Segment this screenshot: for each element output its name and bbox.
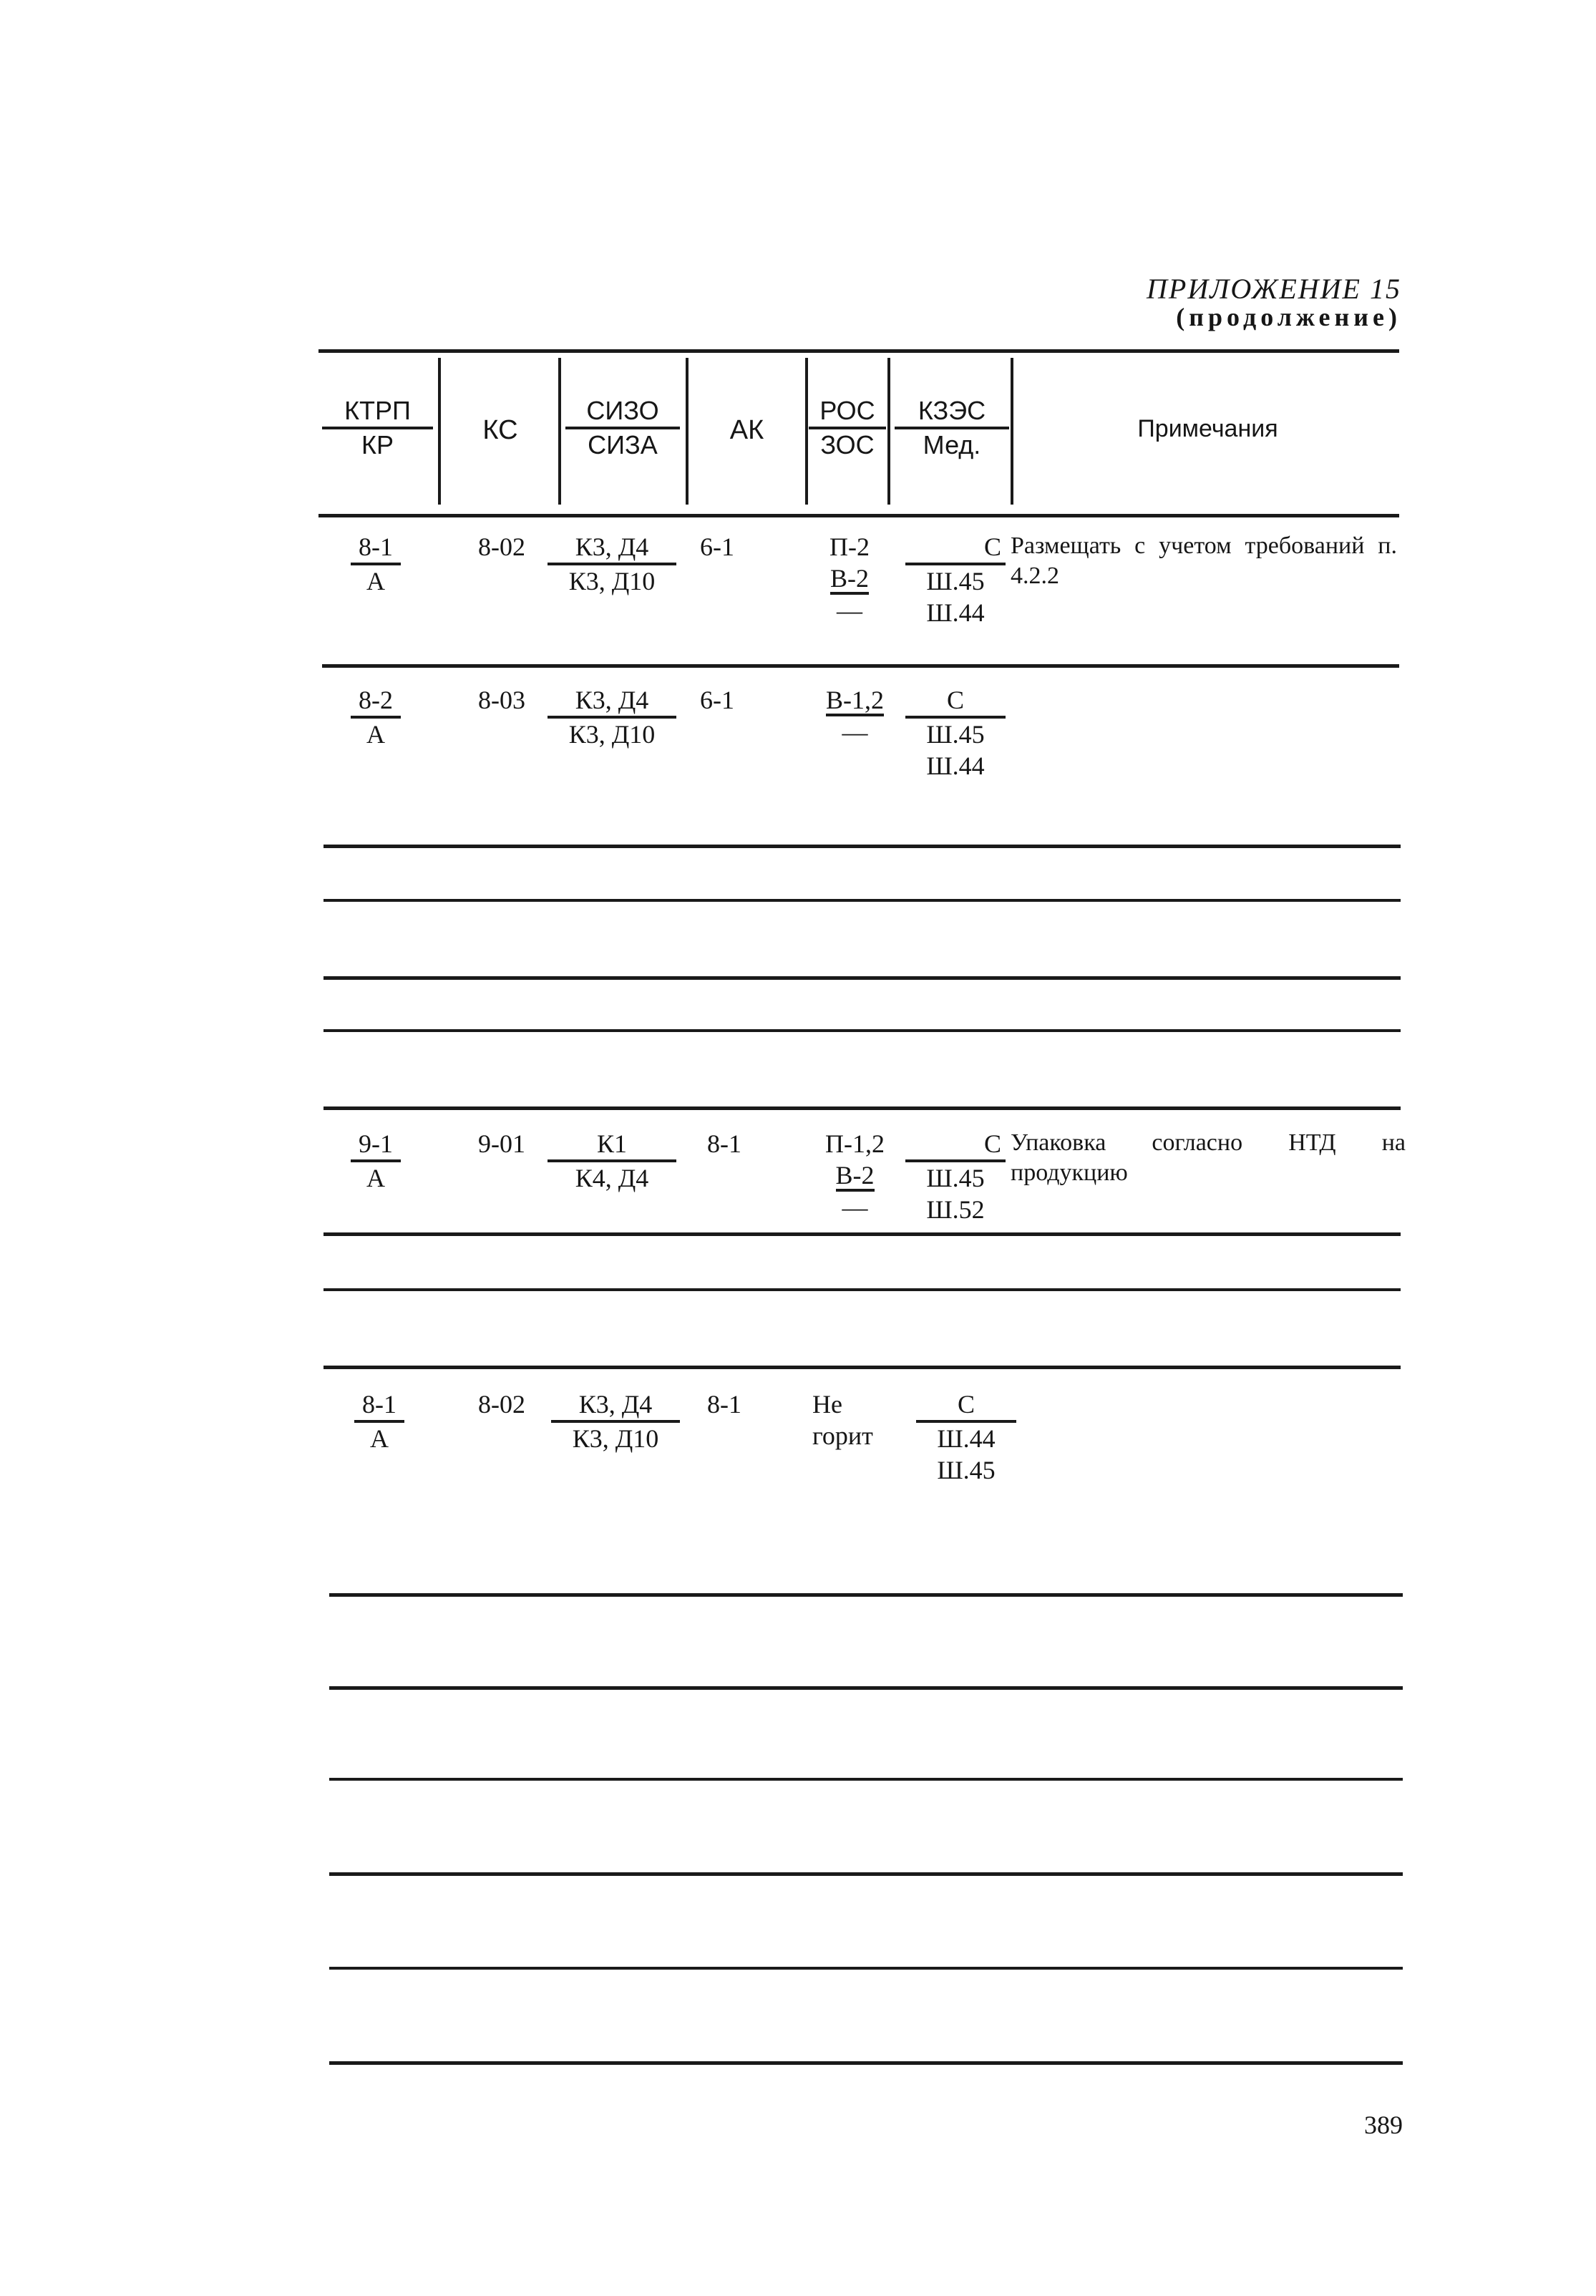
row1-ks: 8-02 <box>478 532 525 561</box>
row2-ks: 8-03 <box>478 686 525 714</box>
row3-siza: К4, Д4 <box>575 1164 649 1192</box>
empty-rule <box>323 976 1401 980</box>
row1-siza: К3, Д10 <box>568 567 656 595</box>
header-col-divider <box>558 358 561 505</box>
table-bottom-rule <box>329 2061 1403 2065</box>
row4-siza: К3, Д10 <box>572 1424 659 1453</box>
header-col-divider <box>887 358 890 505</box>
row3-kzes-med <box>905 1128 1006 1225</box>
row1-med1: Ш.45 <box>926 567 985 595</box>
row4-kzes: С <box>916 1388 1016 1423</box>
row1-zos: — <box>837 596 862 625</box>
row4-med2: Ш.45 <box>937 1456 996 1484</box>
header-ktrp: КТРП <box>322 395 433 429</box>
row4-ros <box>812 1388 898 1451</box>
empty-rule <box>329 1593 1403 1597</box>
header-zos: ЗОС <box>820 430 875 459</box>
row3-sizo: К1 <box>548 1128 676 1162</box>
row3-ros1: П-1,2 <box>825 1129 885 1158</box>
header-siza: СИЗА <box>588 430 658 459</box>
row1-ktrp-kr <box>351 531 401 597</box>
row3-kzes: С <box>905 1128 1006 1162</box>
empty-rule <box>329 1778 1403 1781</box>
row2-ros <box>810 684 900 748</box>
row1-ros <box>810 531 889 626</box>
row4-sizo-siza <box>551 1388 680 1454</box>
row3-kr: А <box>366 1164 385 1192</box>
empty-rule <box>323 1106 1401 1110</box>
row2-kzes-med <box>905 684 1006 782</box>
header-bottom-rule <box>318 514 1399 517</box>
row1-note: Размещать с учетом требований п. 4.2.2 <box>1011 532 1397 589</box>
page-number: 389 <box>1364 2111 1403 2139</box>
empty-rule <box>323 1029 1401 1032</box>
row2-kzes: С <box>905 684 1006 719</box>
header-col-divider <box>1011 358 1013 505</box>
row1-kzes-med <box>905 531 1006 628</box>
empty-rule <box>329 1872 1403 1876</box>
empty-rule <box>329 1967 1403 1970</box>
header-med: Мед. <box>923 430 981 459</box>
header-ros-zos <box>809 395 886 461</box>
row3-ros <box>810 1128 900 1223</box>
row2-ktrp-kr <box>351 684 401 750</box>
row1-ros1: П-2 <box>829 532 870 561</box>
row2-med1: Ш.45 <box>926 720 985 749</box>
row3-ktrp: 9-1 <box>351 1128 401 1162</box>
row1-ros2: В-2 <box>830 565 869 595</box>
row1-kzes: С <box>905 531 1006 565</box>
row3-ros2: В-2 <box>836 1162 875 1192</box>
row4-ros2: горит <box>812 1421 873 1450</box>
row-separator <box>323 1232 1401 1236</box>
row4-sizo: К3, Д4 <box>551 1388 680 1423</box>
row2-sizo: К3, Д4 <box>548 684 676 719</box>
header-kzes: КЗЭС <box>895 395 1009 429</box>
header-ktrp-kr <box>322 395 433 461</box>
empty-rule <box>329 1686 1403 1690</box>
row1-ak: 6-1 <box>700 532 734 561</box>
header-ak: АК <box>729 415 764 445</box>
row2-siza: К3, Д10 <box>568 720 656 749</box>
header-notes: Примечания <box>1137 415 1278 442</box>
row3-med1: Ш.45 <box>926 1164 985 1192</box>
row2-ak: 6-1 <box>700 686 734 714</box>
row4-ktrp: 8-1 <box>354 1388 404 1423</box>
row2-ktrp: 8-2 <box>351 684 401 719</box>
row4-ak: 8-1 <box>707 1390 741 1419</box>
empty-rule <box>323 899 1401 902</box>
row3-ktrp-kr <box>351 1128 401 1194</box>
table-top-rule <box>318 349 1399 353</box>
row1-med2: Ш.44 <box>926 598 985 627</box>
row4-ks: 8-02 <box>478 1390 525 1419</box>
header-sizo: СИЗО <box>565 395 680 429</box>
row3-note: Упаковка согласно НТД на продукцию <box>1011 1129 1406 1186</box>
header-col-divider <box>438 358 441 505</box>
header-col-divider <box>686 358 688 505</box>
row4-kzes-med <box>916 1388 1016 1486</box>
row1-ktrp: 8-1 <box>351 531 401 565</box>
row2-ros1: В-1,2 <box>826 686 884 716</box>
header-col-divider <box>805 358 808 505</box>
row2-kr: А <box>366 720 385 749</box>
appendix-title: ПРИЛОЖЕНИЕ 15 <box>1147 273 1401 305</box>
row3-med2: Ш.52 <box>926 1195 985 1224</box>
row3-zos: — <box>842 1193 868 1222</box>
header-ks: КС <box>482 415 518 445</box>
row3-ks: 9-01 <box>478 1129 525 1158</box>
header-kr: КР <box>361 430 394 459</box>
row1-sizo-siza <box>548 531 676 597</box>
row2-zos: — <box>842 718 868 746</box>
row2-med2: Ш.44 <box>926 751 985 780</box>
row4-med1: Ш.44 <box>937 1424 996 1453</box>
row3-sizo-siza <box>548 1128 676 1194</box>
row3-ak: 8-1 <box>707 1129 741 1158</box>
row4-ros1: Не <box>812 1390 842 1419</box>
row4-kr: А <box>370 1424 389 1453</box>
header-sizo-siza <box>565 395 680 461</box>
row1-kr: А <box>366 567 385 595</box>
header-ros: РОС <box>809 395 886 429</box>
row2-sizo-siza <box>548 684 676 750</box>
header-kzes-med <box>895 395 1009 461</box>
empty-rule <box>323 1288 1401 1291</box>
row1-sizo: К3, Д4 <box>548 531 676 565</box>
empty-rule <box>323 1366 1401 1369</box>
row4-ktrp-kr <box>354 1388 404 1454</box>
row-separator <box>322 664 1399 668</box>
empty-rule <box>323 845 1401 848</box>
appendix-subtitle: (продолжение) <box>1176 303 1401 331</box>
